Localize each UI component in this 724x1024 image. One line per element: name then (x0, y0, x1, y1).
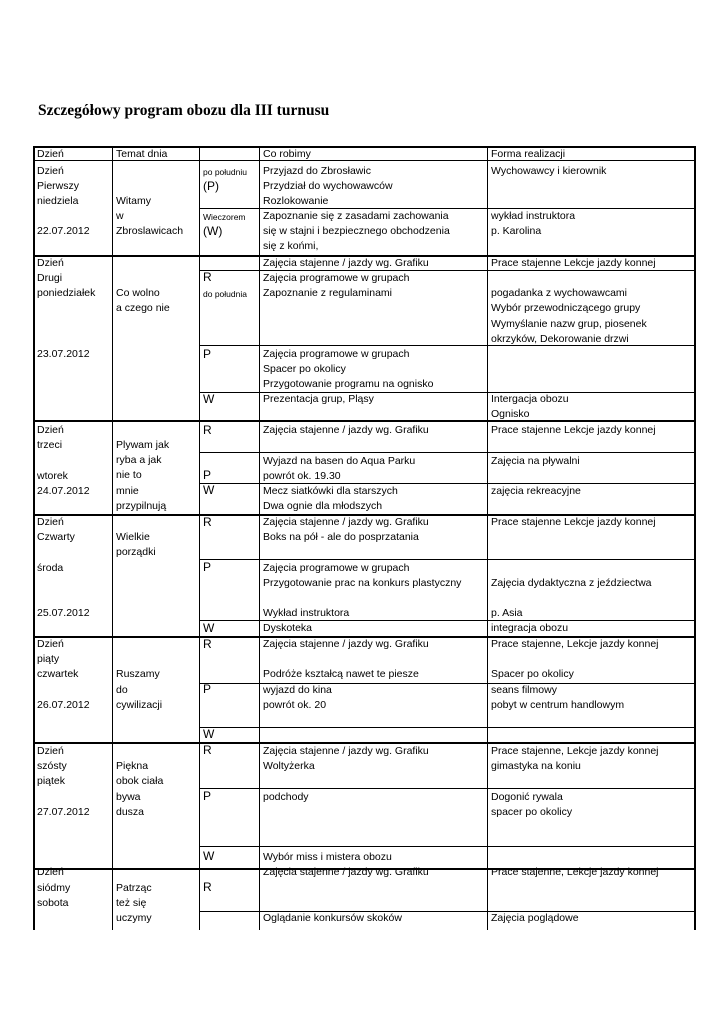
theme-cell: a czego nie (116, 302, 170, 314)
day-cell: szósty (37, 760, 67, 772)
table-right-border (694, 146, 696, 930)
header-theme: Temat dnia (116, 148, 168, 160)
activity-cell: Zajęcia programowe w grupach (263, 272, 410, 284)
theme-cell: bywa (116, 791, 141, 803)
period-code: W (203, 621, 215, 635)
activity-cell: powrót ok. 19.30 (263, 470, 341, 482)
form-cell: gimastyka na koniu (491, 760, 581, 772)
header-divider (33, 160, 696, 161)
day-cell: Dzień (37, 516, 64, 528)
day-date: 27.07.2012 (37, 806, 90, 818)
header-day: Dzień (37, 148, 64, 160)
theme-cell: dusza (116, 806, 145, 818)
period-code: (P) (203, 179, 219, 193)
activity-cell: Dwa ognie dla młodszych (263, 500, 383, 512)
activity-cell: Zajęcia stajenne / jazdy wg. Grafiku (263, 424, 429, 436)
header-form: Forma realizacji (491, 148, 566, 160)
day-date: 26.07.2012 (37, 699, 90, 711)
period-code: P (203, 347, 212, 361)
form-cell: pogadanka z wychowawcami (491, 287, 627, 299)
activity-cell: Zajęcia stajenne / jazdy wg. Grafiku (263, 866, 429, 878)
activity-cell: Spacer po okolicy (263, 363, 346, 375)
theme-cell: nie to (116, 469, 142, 481)
period-divider (199, 208, 696, 209)
activity-cell: Przygotowanie prac na konkurs plastyczny (263, 577, 462, 589)
form-cell: Wymyślanie nazw grup, piosenek (491, 318, 647, 330)
form-cell: p. Asia (491, 607, 523, 619)
form-cell: wykład instruktora (491, 210, 576, 222)
day-cell: Dzień (37, 257, 64, 269)
theme-cell: Witamy (116, 195, 151, 207)
form-cell: zajęcia rekreacyjne (491, 485, 581, 497)
day-date: 23.07.2012 (37, 348, 90, 360)
period-divider (199, 483, 696, 484)
activity-cell: Podróże kształcą nawet te piesze (263, 668, 419, 680)
activity-cell: Oglądanie konkursów skoków (263, 912, 402, 924)
period-code: W (203, 392, 215, 406)
column-divider (487, 146, 488, 930)
form-cell: Prace stajenne Lekcje jazdy konnej (491, 257, 656, 269)
period-divider (199, 620, 696, 621)
theme-cell: porządki (116, 546, 156, 558)
day-cell: piątek (37, 775, 66, 787)
day-cell: wtorek (37, 470, 68, 482)
day-cell: środa (37, 562, 64, 574)
period-label: do południa (203, 289, 247, 299)
day-cell: trzeci (37, 439, 63, 451)
form-cell: okrzyków, Dekorowanie drzwi (491, 333, 629, 345)
activity-cell: Wybór miss i mistera obozu (263, 851, 392, 863)
day-cell: Dzień (37, 745, 64, 757)
activity-cell: Przygotowanie programu na ognisko (263, 378, 434, 390)
table-left-border (33, 146, 35, 930)
period-label: po południu (203, 167, 247, 177)
day-cell: Dzień (37, 424, 64, 436)
activity-cell: się z końmi, (263, 240, 319, 252)
activity-cell: Woltyżerka (263, 760, 315, 772)
activity-cell: Przydział do wychowawców (263, 180, 393, 192)
period-code: P (203, 789, 212, 803)
theme-cell: uczymy (116, 912, 152, 924)
period-code: R (203, 880, 212, 894)
day-divider (33, 742, 696, 744)
column-divider (199, 146, 200, 930)
activity-cell: podchody (263, 791, 309, 803)
form-cell: spacer po okolicy (491, 806, 573, 818)
day-cell: Czwarty (37, 531, 75, 543)
day-divider (33, 420, 696, 422)
header-activities: Co robimy (263, 148, 311, 160)
day-cell: czwartek (37, 668, 79, 680)
day-cell: poniedziałek (37, 287, 96, 299)
activity-cell: Zajęcia stajenne / jazdy wg. Grafiku (263, 257, 429, 269)
day-date: 22.07.2012 (37, 225, 90, 237)
form-cell: Prace stajenne Lekcje jazdy konnej (491, 424, 656, 436)
period-code: (W) (203, 224, 223, 238)
period-code: W (203, 483, 215, 497)
theme-cell: cywilizacji (116, 699, 163, 711)
period-divider (199, 788, 696, 789)
theme-cell: w (116, 210, 124, 222)
activity-cell: Zajęcia programowe w grupach (263, 348, 410, 360)
form-cell: Spacer po okolicy (491, 668, 574, 680)
theme-cell: do (116, 684, 128, 696)
day-cell: niedziela (37, 195, 79, 207)
theme-cell: też się (116, 897, 147, 909)
activity-cell: Wyjazd na basen do Aqua Parku (263, 455, 416, 467)
theme-cell: przypilnują (116, 500, 167, 512)
activity-cell: Zajęcia stajenne / jazdy wg. Grafiku (263, 516, 429, 528)
activity-cell: Przyjazd do Zbrosławic (263, 165, 371, 177)
period-divider (199, 270, 696, 271)
day-cell: Dzień (37, 638, 64, 650)
form-cell: Wybór przewodniczącego grupy (491, 302, 641, 314)
period-divider (199, 452, 696, 453)
activity-cell: Zajęcia stajenne / jazdy wg. Grafiku (263, 638, 429, 650)
activity-cell: powrót ok. 20 (263, 699, 327, 711)
period-code: R (203, 515, 212, 529)
form-cell: Prace stajenne, Lekcje jazdy konnej (491, 638, 659, 650)
activity-cell: Zapoznanie z regulaminami (263, 287, 392, 299)
day-cell: Pierwszy (37, 180, 80, 192)
period-label: Wieczorem (203, 212, 246, 222)
activity-cell: Boks na pół - ale do posprzatania (263, 531, 419, 543)
activity-cell: Wykład instruktora (263, 607, 350, 619)
activity-cell: się w stajni i bezpiecznego obchodzenia (263, 225, 450, 237)
day-cell: Dzień (37, 165, 64, 177)
form-cell: Wychowawcy i kierownik (491, 165, 607, 177)
form-cell: Intergacja obozu (491, 393, 569, 405)
theme-cell: Plywam jak (116, 439, 170, 451)
period-code: W (203, 727, 215, 741)
activity-cell: wyjazd do kina (263, 684, 332, 696)
column-divider (112, 146, 113, 930)
period-code: P (203, 682, 212, 696)
day-date: 24.07.2012 (37, 485, 90, 497)
form-cell: seans filmowy (491, 684, 557, 696)
form-cell: Prace stajenne, Lekcje jazdy konnej (491, 745, 659, 757)
period-code: R (203, 270, 212, 284)
form-cell: p. Karolina (491, 225, 542, 237)
period-divider (199, 727, 696, 728)
period-code: R (203, 637, 212, 651)
activity-cell: Zajęcia stajenne / jazdy wg. Grafiku (263, 745, 429, 757)
activity-cell: Zapoznanie się z zasadami zachowania (263, 210, 449, 222)
form-cell: pobyt w centrum handlowym (491, 699, 625, 711)
form-cell: integracja obozu (491, 622, 569, 634)
period-code: R (203, 743, 212, 757)
theme-cell: Piękna (116, 760, 149, 772)
theme-cell: mnie (116, 485, 139, 497)
period-divider (199, 559, 696, 560)
period-divider (199, 846, 696, 847)
day-cell: sobota (37, 897, 69, 909)
period-divider (199, 345, 696, 346)
theme-cell: Patrząc (116, 882, 152, 894)
day-cell: Drugi (37, 272, 63, 284)
form-cell: Zajęcia poglądowe (491, 912, 579, 924)
activity-cell: Dyskoteka (263, 622, 313, 634)
day-cell: Dzień (37, 866, 64, 878)
day-cell: piąty (37, 653, 60, 665)
period-code: P (203, 560, 212, 574)
form-cell: Zajęcia na pływalni (491, 455, 580, 467)
form-cell: Prace stajenne Lekcje jazdy konnej (491, 516, 656, 528)
theme-cell: Wielkie (116, 531, 150, 543)
activity-cell: Mecz siatkówki dla starszych (263, 485, 398, 497)
theme-cell: Zbroslawicach (116, 225, 184, 237)
page-title: Szczegółowy program obozu dla III turnusu (38, 102, 330, 119)
theme-cell: Ruszamy (116, 668, 160, 680)
column-divider (259, 146, 260, 930)
theme-cell: Co wolno (116, 287, 160, 299)
form-cell: Prace stajenne, Lekcje jazdy konnej (491, 866, 659, 878)
activity-cell: Zajęcia programowe w grupach (263, 562, 410, 574)
theme-cell: obok ciała (116, 775, 164, 787)
activity-cell: Prezentacja grup, Pląsy (263, 393, 374, 405)
day-cell: siódmy (37, 882, 71, 894)
activity-cell: Rozlokowanie (263, 195, 329, 207)
theme-cell: ryba a jak (116, 454, 162, 466)
day-date: 25.07.2012 (37, 607, 90, 619)
form-cell: Dogonić rywala (491, 791, 563, 803)
form-cell: Zajęcia dydaktyczna z jeździectwa (491, 577, 652, 589)
form-cell: Ognisko (491, 408, 530, 420)
period-code: P (203, 468, 212, 482)
period-code: W (203, 849, 215, 863)
period-code: R (203, 423, 212, 437)
